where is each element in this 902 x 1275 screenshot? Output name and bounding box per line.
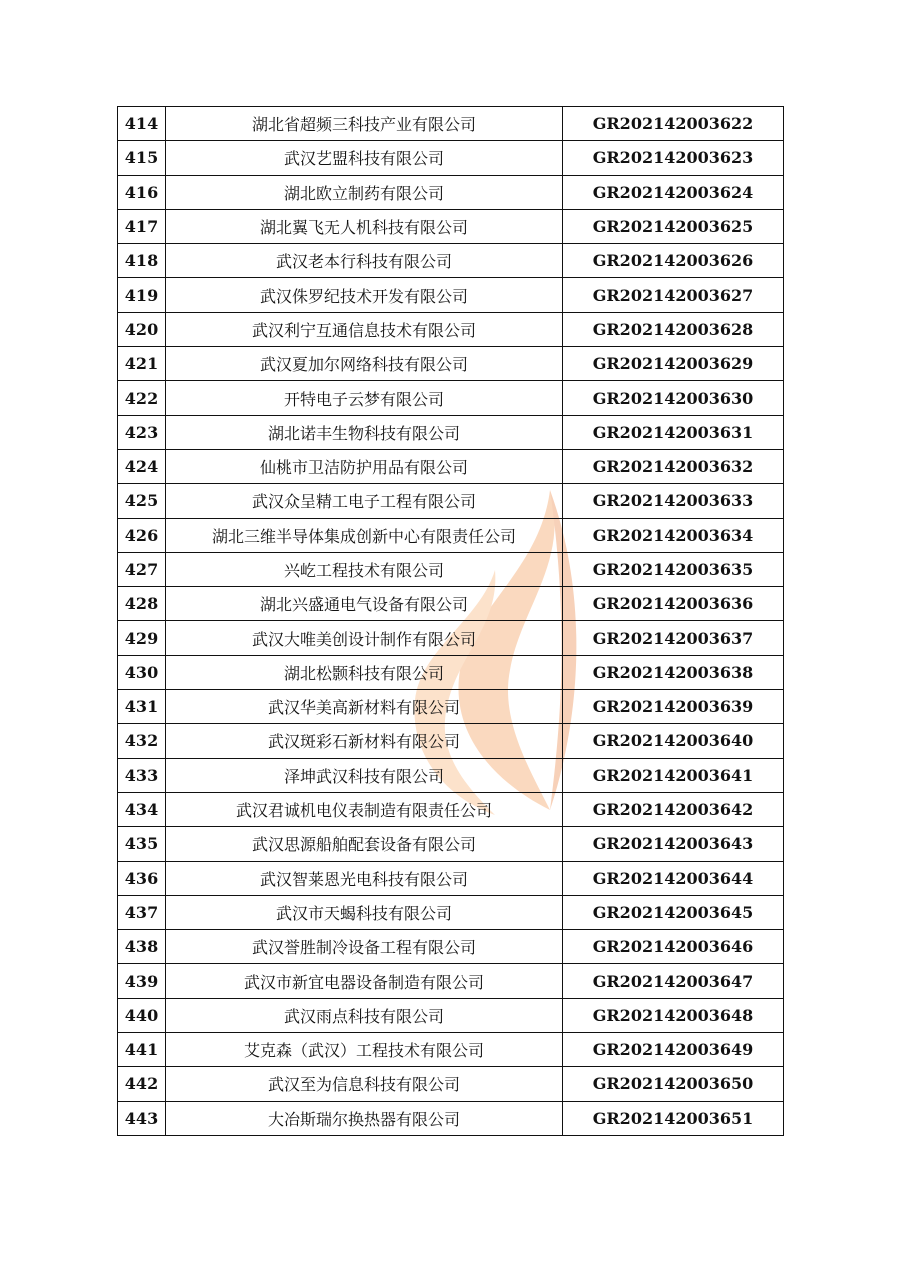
company-name: 湖北诺丰生物科技有限公司 (166, 415, 563, 449)
company-name: 武汉夏加尔网络科技有限公司 (166, 347, 563, 381)
row-number: 418 (118, 244, 166, 278)
table-row (118, 861, 784, 895)
row-number: 427 (118, 552, 166, 586)
table-body (118, 107, 784, 1136)
company-name: 武汉斑彩石新材料有限公司 (166, 724, 563, 758)
company-name: 湖北翼飞无人机科技有限公司 (166, 209, 563, 243)
row-number: 420 (118, 312, 166, 346)
table-row (118, 278, 784, 312)
row-number: 434 (118, 792, 166, 826)
company-name: 武汉思源船舶配套设备有限公司 (166, 827, 563, 861)
row-number: 423 (118, 415, 166, 449)
certificate-code: GR202142003628 (563, 312, 784, 346)
row-number: 435 (118, 827, 166, 861)
table-row (118, 1067, 784, 1101)
row-number: 417 (118, 209, 166, 243)
certificate-code: GR202142003644 (563, 861, 784, 895)
row-number: 437 (118, 895, 166, 929)
certificate-code: GR202142003626 (563, 244, 784, 278)
company-name: 武汉华美高新材料有限公司 (166, 690, 563, 724)
row-number: 414 (118, 107, 166, 141)
table-row (118, 724, 784, 758)
row-number: 421 (118, 347, 166, 381)
certificate-code: GR202142003622 (563, 107, 784, 141)
table-row (118, 930, 784, 964)
company-name: 武汉侏罗纪技术开发有限公司 (166, 278, 563, 312)
certificate-code: GR202142003623 (563, 141, 784, 175)
table-row (118, 587, 784, 621)
row-number: 424 (118, 449, 166, 483)
table-row (118, 964, 784, 998)
company-name: 大冶斯瑞尔换热器有限公司 (166, 1101, 563, 1135)
row-number: 443 (118, 1101, 166, 1135)
table-row (118, 758, 784, 792)
company-name: 武汉众呈精工电子工程有限公司 (166, 484, 563, 518)
company-name: 湖北省超频三科技产业有限公司 (166, 107, 563, 141)
certificate-code: GR202142003633 (563, 484, 784, 518)
certificate-code: GR202142003643 (563, 827, 784, 861)
table-row (118, 1101, 784, 1135)
table-row (118, 998, 784, 1032)
table-row (118, 690, 784, 724)
table-row (118, 552, 784, 586)
certificate-code: GR202142003630 (563, 381, 784, 415)
row-number: 432 (118, 724, 166, 758)
table-row (118, 209, 784, 243)
row-number: 440 (118, 998, 166, 1032)
certificate-code: GR202142003625 (563, 209, 784, 243)
row-number: 441 (118, 1033, 166, 1067)
certificate-code: GR202142003648 (563, 998, 784, 1032)
company-name: 开特电子云梦有限公司 (166, 381, 563, 415)
certificate-code: GR202142003641 (563, 758, 784, 792)
table-row (118, 484, 784, 518)
table-row (118, 655, 784, 689)
row-number: 433 (118, 758, 166, 792)
company-name: 艾克森（武汉）工程技术有限公司 (166, 1033, 563, 1067)
certificate-code: GR202142003627 (563, 278, 784, 312)
table-row (118, 1033, 784, 1067)
company-name: 湖北松颢科技有限公司 (166, 655, 563, 689)
row-number: 416 (118, 175, 166, 209)
certificate-code: GR202142003651 (563, 1101, 784, 1135)
table-row (118, 244, 784, 278)
row-number: 415 (118, 141, 166, 175)
certificate-code: GR202142003649 (563, 1033, 784, 1067)
certificate-code: GR202142003635 (563, 552, 784, 586)
row-number: 438 (118, 930, 166, 964)
company-name: 武汉利宁互通信息技术有限公司 (166, 312, 563, 346)
row-number: 439 (118, 964, 166, 998)
table-row (118, 621, 784, 655)
certificate-code: GR202142003646 (563, 930, 784, 964)
row-number: 436 (118, 861, 166, 895)
company-name: 湖北三维半导体集成创新中心有限责任公司 (166, 518, 563, 552)
company-name: 武汉老本行科技有限公司 (166, 244, 563, 278)
table-row (118, 312, 784, 346)
row-number: 428 (118, 587, 166, 621)
table-row (118, 827, 784, 861)
row-number: 431 (118, 690, 166, 724)
row-number: 430 (118, 655, 166, 689)
table-row (118, 347, 784, 381)
table-row (118, 107, 784, 141)
certificate-table (117, 106, 784, 1136)
certificate-code: GR202142003642 (563, 792, 784, 826)
row-number: 422 (118, 381, 166, 415)
certificate-code: GR202142003645 (563, 895, 784, 929)
company-name: 武汉大唯美创设计制作有限公司 (166, 621, 563, 655)
company-name: 武汉智莱恩光电科技有限公司 (166, 861, 563, 895)
company-name: 武汉艺盟科技有限公司 (166, 141, 563, 175)
certificate-code: GR202142003632 (563, 449, 784, 483)
table-row (118, 449, 784, 483)
row-number: 426 (118, 518, 166, 552)
certificate-code: GR202142003634 (563, 518, 784, 552)
company-name: 武汉雨点科技有限公司 (166, 998, 563, 1032)
company-name: 武汉至为信息科技有限公司 (166, 1067, 563, 1101)
table-row (118, 415, 784, 449)
certificate-code: GR202142003650 (563, 1067, 784, 1101)
certificate-code: GR202142003624 (563, 175, 784, 209)
certificate-code: GR202142003640 (563, 724, 784, 758)
company-name: 湖北兴盛通电气设备有限公司 (166, 587, 563, 621)
certificate-code: GR202142003647 (563, 964, 784, 998)
table-row (118, 895, 784, 929)
certificate-code: GR202142003629 (563, 347, 784, 381)
table-row (118, 141, 784, 175)
table-row (118, 381, 784, 415)
company-name: 湖北欧立制药有限公司 (166, 175, 563, 209)
company-name: 武汉市新宜电器设备制造有限公司 (166, 964, 563, 998)
certificate-code: GR202142003639 (563, 690, 784, 724)
certificate-code: GR202142003631 (563, 415, 784, 449)
table-row (118, 792, 784, 826)
table-row (118, 175, 784, 209)
certificate-code: GR202142003637 (563, 621, 784, 655)
row-number: 429 (118, 621, 166, 655)
company-name: 武汉君诚机电仪表制造有限责任公司 (166, 792, 563, 826)
table-row (118, 518, 784, 552)
company-name: 兴屹工程技术有限公司 (166, 552, 563, 586)
row-number: 442 (118, 1067, 166, 1101)
company-name: 武汉誉胜制冷设备工程有限公司 (166, 930, 563, 964)
certificate-code: GR202142003636 (563, 587, 784, 621)
company-name: 仙桃市卫洁防护用品有限公司 (166, 449, 563, 483)
company-name: 武汉市天蝎科技有限公司 (166, 895, 563, 929)
certificate-code: GR202142003638 (563, 655, 784, 689)
row-number: 425 (118, 484, 166, 518)
row-number: 419 (118, 278, 166, 312)
company-name: 泽坤武汉科技有限公司 (166, 758, 563, 792)
